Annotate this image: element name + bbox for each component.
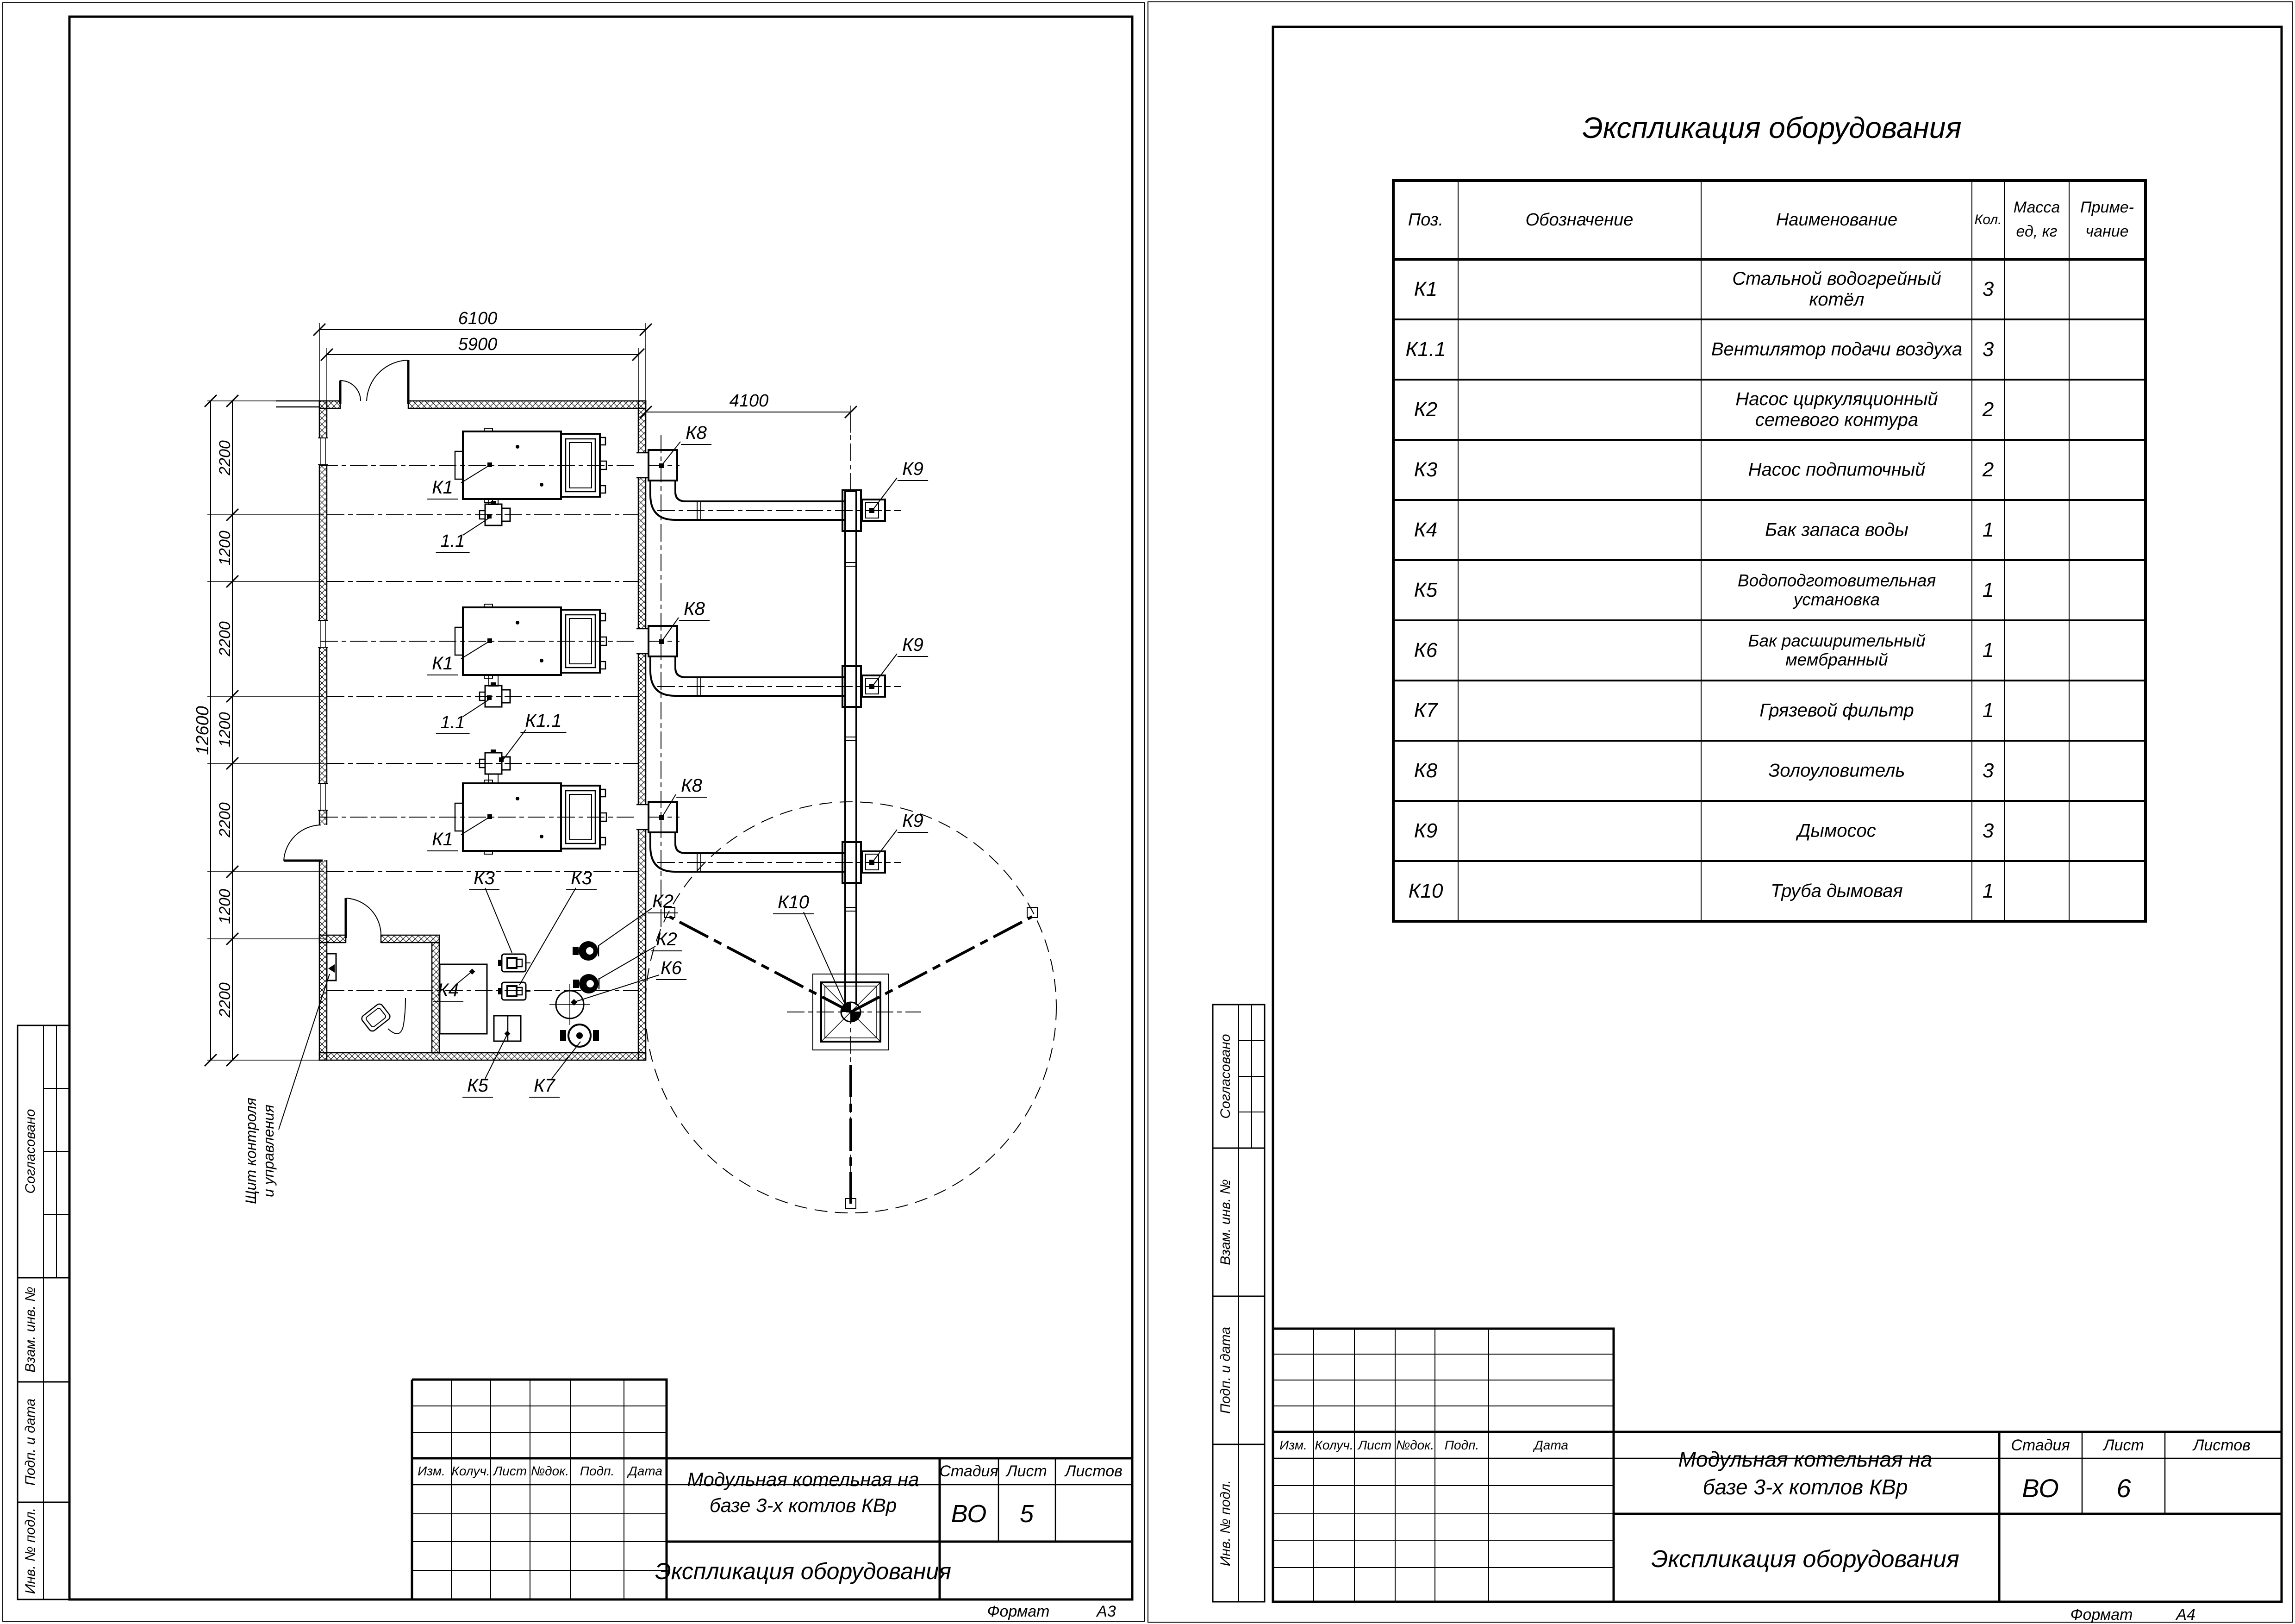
row-name: Дымосос <box>1797 820 1876 841</box>
table-header-note-1: Приме- <box>2080 199 2134 216</box>
tag-ash-1: К8 <box>681 424 711 445</box>
right-stamp-ndok: №док. <box>1396 1438 1434 1452</box>
right-stamp-koluch: Колуч. <box>1315 1438 1353 1452</box>
row-name: Труба дымовая <box>1771 881 1903 901</box>
left-doc-title: Экспликация оборудования <box>655 1558 951 1584</box>
tag-stack: К10 <box>773 893 814 914</box>
right-doc-title: Экспликация оборудования <box>1651 1546 1959 1573</box>
left-stage-value: ВО <box>951 1500 987 1528</box>
row-pos: К1.1 <box>1405 338 1446 361</box>
tag-exhauster-1: К9 <box>898 460 928 481</box>
row-name: Вентилятор подачи воздуха <box>1711 339 1963 360</box>
left-strip-replace-inv: Взам. инв. № <box>23 1287 38 1373</box>
row-qty: 3 <box>1982 338 1994 361</box>
left-stamp-podp: Подп. <box>580 1464 615 1478</box>
table-header-mass-2: ед, кг <box>2016 223 2058 240</box>
left-sheet-label: Лист <box>1006 1462 1047 1480</box>
tag-ash-2: К8 <box>679 600 710 621</box>
row-qty: 1 <box>1982 699 1994 722</box>
row-name: Насос подпиточный <box>1748 459 1926 480</box>
right-format-value: А4 <box>2176 1606 2195 1624</box>
left-stage-label: Стадия <box>939 1462 998 1480</box>
left-strip-sign-date: Подп. и дата <box>23 1399 38 1486</box>
dim-chain-1: 2200 <box>216 440 234 475</box>
dimensions <box>205 323 857 1066</box>
right-sheet-label: Лист <box>2103 1437 2144 1454</box>
row-pos: К3 <box>1414 458 1438 481</box>
right-stamp-list: Лист <box>1358 1438 1392 1452</box>
row-name: Стальной водогрейный котёл <box>1732 269 1941 310</box>
dim-chain-7: 2200 <box>216 982 234 1018</box>
row-name: Бак запаса воды <box>1765 519 1908 540</box>
left-stamp-list: Лист <box>493 1464 527 1478</box>
right-stage-value: ВО <box>2022 1474 2059 1503</box>
dim-chain-6: 1200 <box>216 889 234 924</box>
row-qty: 1 <box>1982 639 1994 662</box>
tag-boiler-3: К1 <box>427 830 458 851</box>
right-project-line1: Модульная котельная на <box>1678 1447 1933 1471</box>
row-qty: 2 <box>1982 398 1994 421</box>
dim-chain-3: 2200 <box>216 621 234 656</box>
tag-tank: К4 <box>433 981 463 1002</box>
left-project-line1: Модульная котельная на <box>687 1468 919 1490</box>
row-pos: К8 <box>1414 759 1438 782</box>
sheet-borders <box>3 2 2292 1622</box>
dim-chain-2: 1200 <box>216 531 234 566</box>
row-qty: 1 <box>1982 579 1994 601</box>
right-strip-sign-date: Подп. и дата <box>1218 1327 1233 1414</box>
right-sheets-label: Листов <box>2193 1437 2251 1454</box>
row-pos: К4 <box>1414 518 1438 541</box>
table-header-name: Наименование <box>1776 210 1898 230</box>
pump-k2-1 <box>573 941 599 961</box>
right-strip-replace-inv: Взам. инв. № <box>1218 1179 1233 1265</box>
pump-k3-1 <box>498 954 530 972</box>
left-format-label: Формат <box>987 1603 1050 1620</box>
row-pos: К9 <box>1414 819 1438 842</box>
tag-filter: К7 <box>529 1076 560 1098</box>
left-project-line2: базе 3-х котлов КВр <box>709 1494 897 1516</box>
row-qty: 3 <box>1982 278 1994 300</box>
tag-feedpump-2: К3 <box>566 869 597 890</box>
right-project-line2: базе 3-х котлов КВр <box>1703 1475 1908 1499</box>
left-stamp-izm: Изм. <box>418 1464 445 1478</box>
table-header-note-2: чание <box>2085 223 2129 240</box>
row-pos: К1 <box>1414 278 1438 300</box>
tag-waterprep: К5 <box>462 1076 493 1098</box>
left-stamp-ndok: №док. <box>530 1464 569 1478</box>
tag-exptank: К6 <box>656 959 686 980</box>
row-name: Грязевой фильтр <box>1759 700 1914 721</box>
tag-exhauster-3: К9 <box>898 812 928 833</box>
left-strip-inv-orig: Инв. № подл. <box>23 1507 38 1594</box>
row-qty: 2 <box>1982 458 1994 481</box>
dim-duct-offset: 4100 <box>729 391 769 411</box>
right-format-label: Формат <box>2070 1606 2133 1624</box>
left-sheet-number: 5 <box>1019 1500 1034 1528</box>
table-header-designation: Обозначение <box>1525 210 1634 230</box>
left-strip-agreed: Согласовано <box>23 1109 38 1194</box>
flue-duct <box>845 491 856 1005</box>
table-header-pos: Поз. <box>1408 210 1444 230</box>
dim-chain-4: 1200 <box>216 712 234 747</box>
tag-feedpump-1: К3 <box>469 869 499 890</box>
row-pos: К2 <box>1414 398 1438 421</box>
right-stamp-podp: Подп. <box>1444 1438 1479 1452</box>
control-panel <box>327 954 336 981</box>
dim-width-inner: 5900 <box>458 335 498 354</box>
tag-circpump-1: К2 <box>648 892 678 913</box>
row-pos: К7 <box>1414 699 1438 722</box>
table-header-qty: Кол. <box>1974 212 2002 227</box>
tag-fan-1: 1.1 <box>436 532 470 553</box>
tag-circpump-2: К2 <box>651 930 682 951</box>
row-qty: 1 <box>1982 880 1994 902</box>
row-pos: К10 <box>1408 880 1443 902</box>
right-strip-agreed: Согласовано <box>1218 1034 1233 1119</box>
right-sheet-number: 6 <box>2116 1474 2131 1503</box>
doors-windows <box>284 360 408 938</box>
table-title: Экспликация оборудования <box>1582 111 1962 144</box>
row-pos: К5 <box>1414 579 1438 601</box>
dim-width-total: 6100 <box>458 309 498 328</box>
table-header-mass-1: Масса <box>2013 199 2060 216</box>
right-stamp-izm: Изм. <box>1279 1438 1307 1452</box>
row-name: Насос циркуляционный сетевого контура <box>1735 389 1938 430</box>
tag-boiler-1: К1 <box>427 478 458 500</box>
dim-chain-5: 2200 <box>216 802 234 837</box>
tag-boiler-2: К1 <box>427 654 458 675</box>
row-name: Водоподготовительная установка <box>1737 571 1936 609</box>
left-format-value: А3 <box>1097 1603 1116 1620</box>
right-strip-inv-orig: Инв. № подл. <box>1218 1480 1233 1567</box>
tag-exhauster-2: К9 <box>898 636 928 657</box>
tag-fan-2: 1.1 <box>436 714 470 734</box>
left-stamp-koluch: Колуч. <box>451 1464 490 1478</box>
unit-k5 <box>494 1016 521 1041</box>
left-stamp-data: Дата <box>628 1464 662 1478</box>
row-name: Золоуловитель <box>1768 760 1905 781</box>
row-qty: 3 <box>1982 759 1994 782</box>
sink <box>360 998 405 1034</box>
row-pos: К6 <box>1414 639 1438 662</box>
axis-lines <box>320 414 921 1204</box>
right-stage-label: Стадия <box>2011 1437 2070 1454</box>
row-name: Бак расширительный мембранный <box>1748 631 1926 669</box>
dim-height-total: 12600 <box>193 706 212 755</box>
tag-fan-3: К1.1 <box>520 712 566 733</box>
row-qty: 3 <box>1982 819 1994 842</box>
panel-note-line1: Щит контроля <box>243 1098 259 1204</box>
right-stamp-data: Дата <box>1534 1438 1568 1452</box>
left-sheets-label: Листов <box>1065 1462 1123 1480</box>
panel-note-line2: и управления <box>260 1105 277 1197</box>
tag-ash-3: К8 <box>676 776 707 798</box>
row-qty: 1 <box>1982 518 1994 541</box>
